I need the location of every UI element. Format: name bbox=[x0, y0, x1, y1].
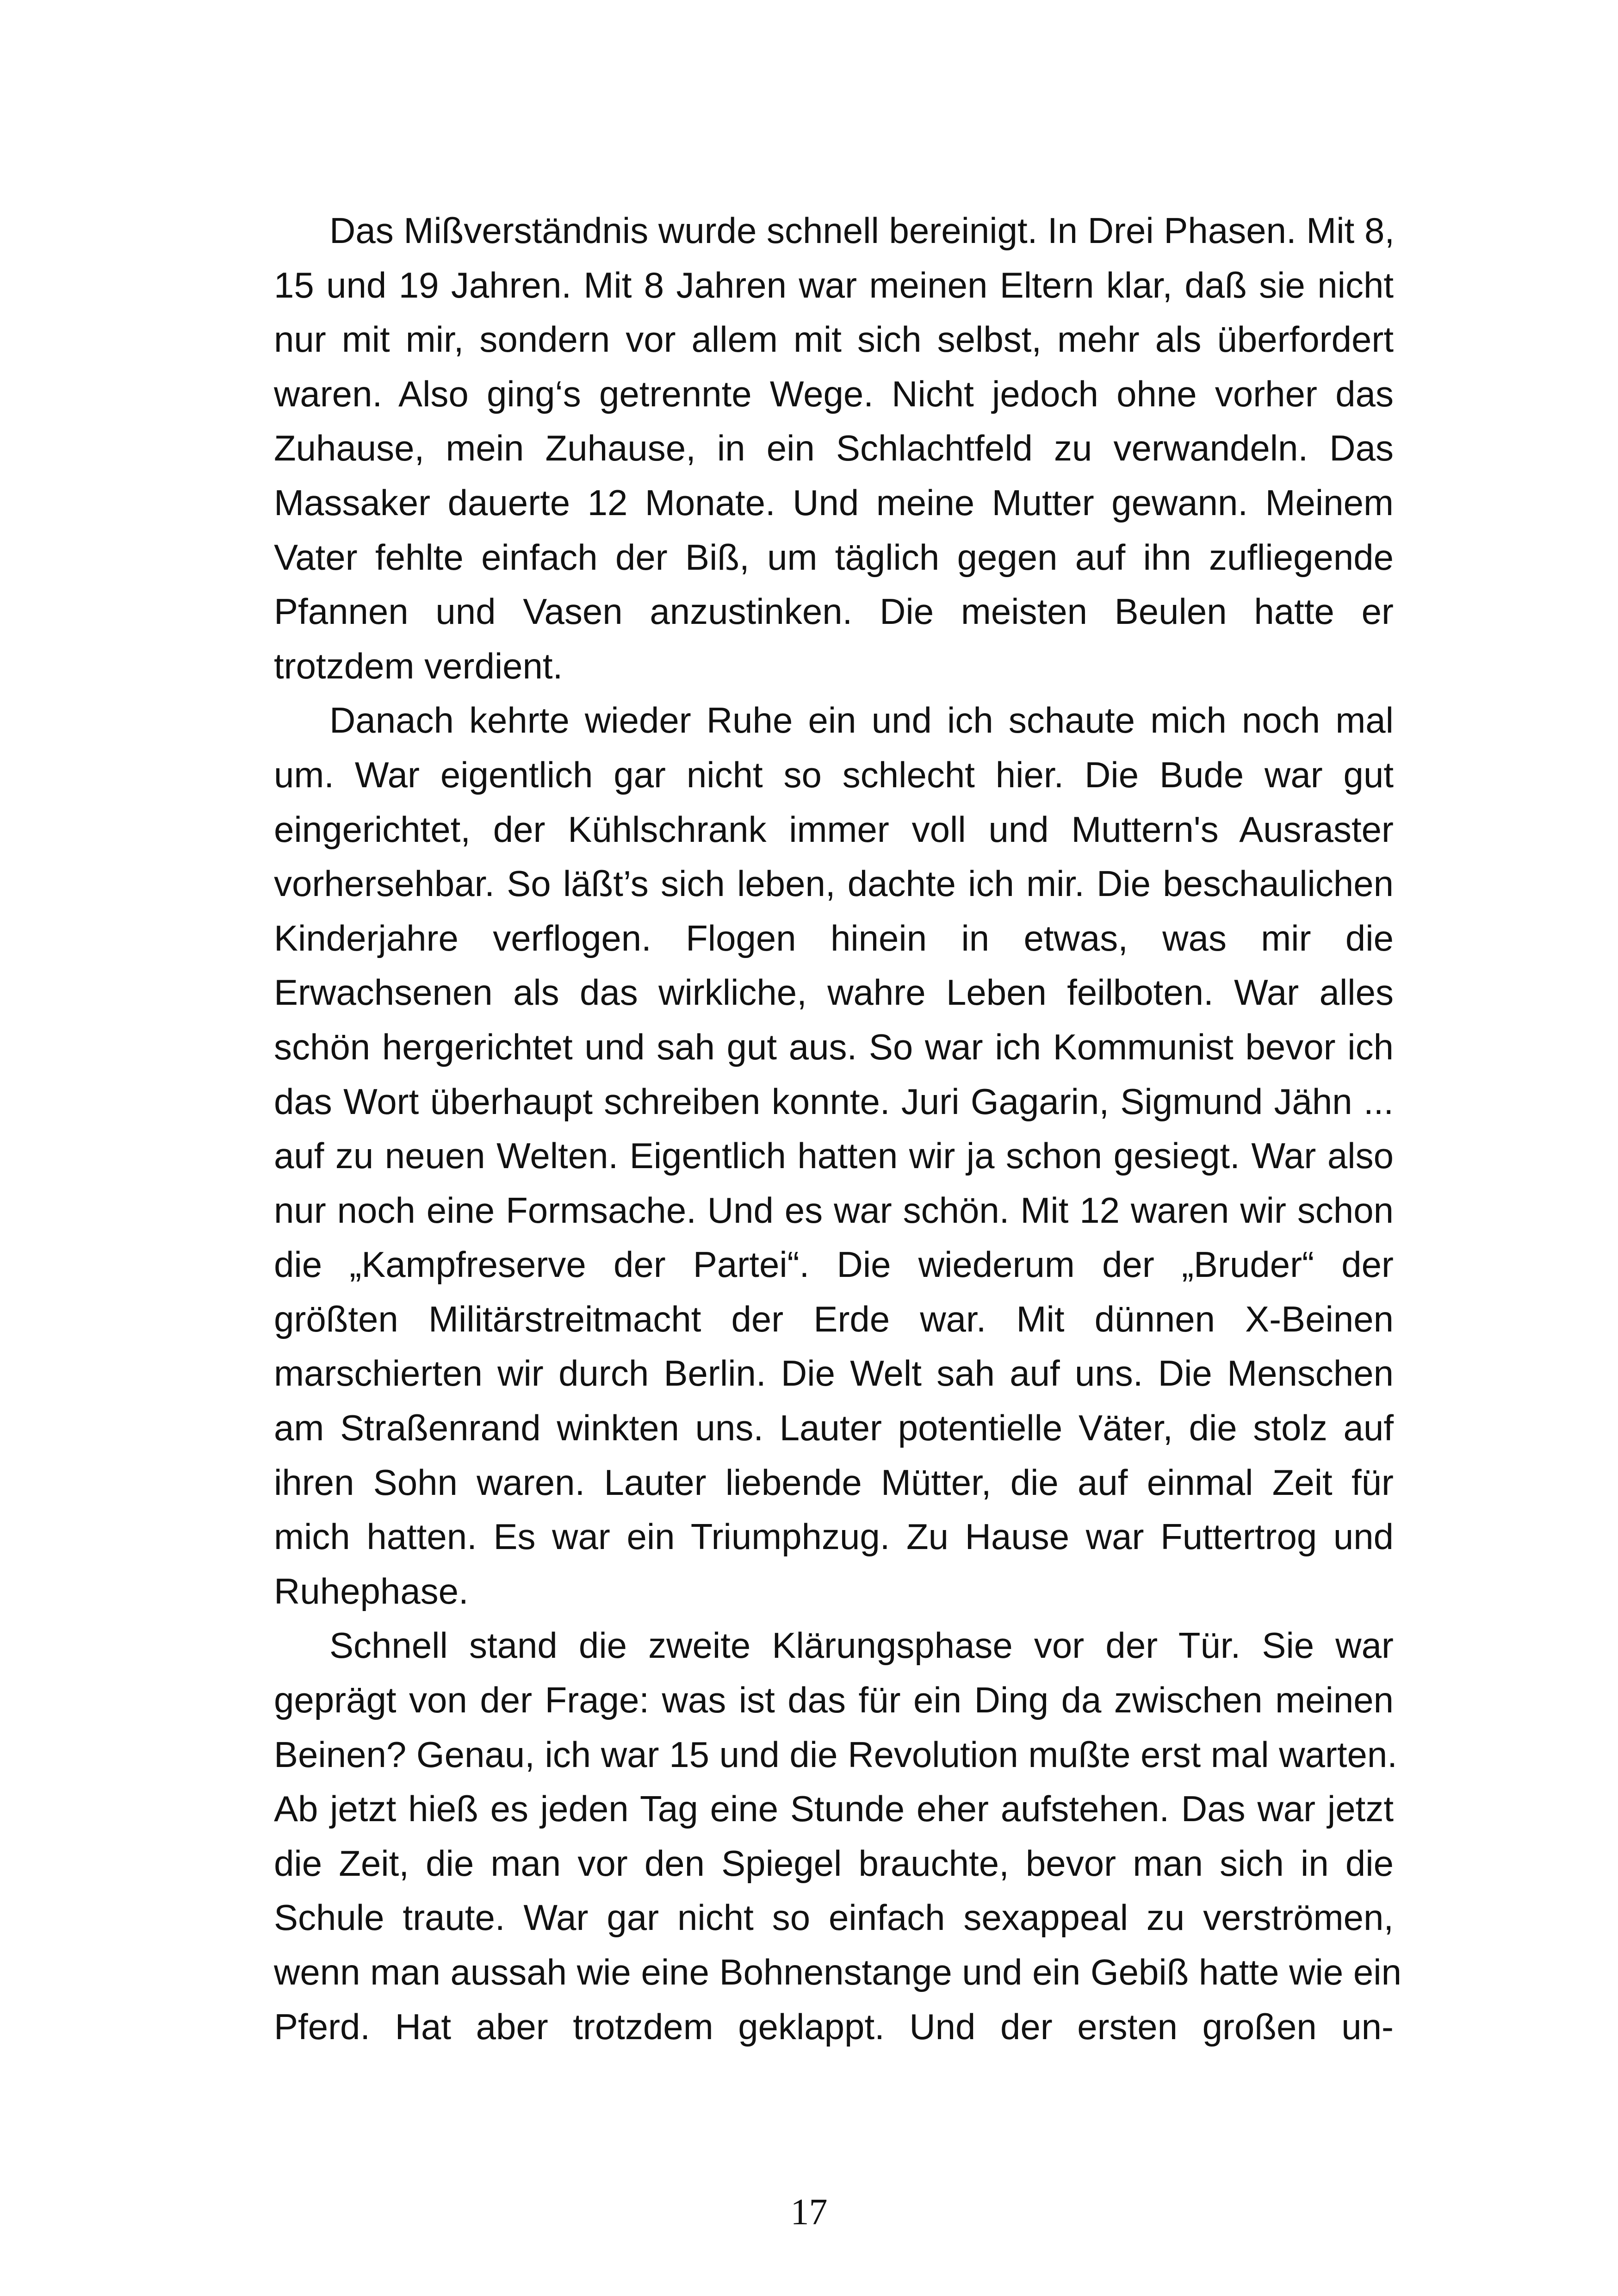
text-line: um. War eigentlich gar nicht so schlecht hier. Die Bude war gut bbox=[274, 754, 1394, 795]
text-line: Kinderjahre verflogen. Flogen hinein in etwas, was mir die bbox=[274, 917, 1394, 958]
paragraph bbox=[274, 204, 1394, 693]
text-line: Pferd. Hat aber trotzdem geklappt. Und der ersten großen un- bbox=[274, 2006, 1394, 2047]
text-line: schön hergerichtet und sah gut aus. So war ich Kommunist bevor ich bbox=[274, 1026, 1394, 1067]
text-line: das Wort überhaupt schreiben konnte. Juri Gagarin, Sigmund Jähn ... bbox=[274, 1081, 1394, 1122]
text-line: die Zeit, die man vor den Spiegel brauchte, bevor man sich in die bbox=[274, 1842, 1394, 1884]
text-line: Beinen? Genau, ich war 15 und die Revolution mußte erst mal warten. bbox=[274, 1734, 1397, 1775]
text-line: nur mit mir, sondern vor allem mit sich selbst, mehr als überfordert bbox=[274, 319, 1394, 360]
text-line: Vater fehlte einfach der Biß, um täglich gegen auf ihn zufliegende bbox=[274, 536, 1394, 578]
text-line: Erwachsenen als das wirkliche, wahre Leben feilboten. War alles bbox=[274, 972, 1394, 1013]
page-number: 17 bbox=[790, 2192, 828, 2233]
text-line: trotzdem verdient. bbox=[274, 645, 563, 686]
text-line: am Straßenrand winkten uns. Lauter potentielle Väter, die stolz auf bbox=[274, 1407, 1394, 1449]
text-line: eingerichtet, der Kühlschrank immer voll und Muttern's Ausraster bbox=[274, 809, 1394, 850]
text-line: größten Militärstreitmacht der Erde war. Mit dünnen X-Beinen bbox=[274, 1298, 1394, 1339]
text-line: vorhersehbar. So läßt’s sich leben, dachte ich mir. Die beschaulichen bbox=[274, 863, 1394, 904]
text-line: auf zu neuen Welten. Eigentlich hatten wir ja schon gesiegt. War also bbox=[274, 1135, 1394, 1176]
text-line: nur noch eine Formsache. Und es war schön. Mit 12 waren wir schon bbox=[274, 1189, 1394, 1231]
text-line: geprägt von der Frage: was ist das für ein Ding da zwischen meinen bbox=[274, 1680, 1394, 1721]
text-line: Zuhause, mein Zuhause, in ein Schlachtfeld zu verwandeln. Das bbox=[274, 428, 1394, 469]
text-line: 15 und 19 Jahren. Mit 8 Jahren war meinen Eltern klar, daß sie nicht bbox=[274, 264, 1394, 305]
text-line: Das Mißverständnis wurde schnell bereinigt. In Drei Phasen. Mit 8, bbox=[329, 210, 1395, 251]
text-line: waren. Also ging‘s getrennte Wege. Nicht jedoch ohne vorher das bbox=[274, 373, 1394, 414]
text-line: Schnell stand die zweite Klärungsphase vor der Tür. Sie war bbox=[329, 1625, 1394, 1666]
text-line: wenn man aussah wie eine Bohnenstange und ein Gebiß hatte wie ein bbox=[274, 1952, 1401, 1992]
text-line: Schule traute. War gar nicht so einfach sexappeal zu verströmen, bbox=[274, 1897, 1394, 1938]
body-text bbox=[274, 204, 1401, 2054]
text-line: ihren Sohn waren. Lauter liebende Mütter, die auf einmal Zeit für bbox=[274, 1462, 1394, 1503]
text-line: Massaker dauerte 12 Monate. Und meine Mutter gewann. Meinem bbox=[274, 482, 1394, 523]
text-line: Pfannen und Vasen anzustinken. Die meisten Beulen hatte er bbox=[274, 591, 1394, 632]
text-line: marschierten wir durch Berlin. Die Welt sah auf uns. Die Menschen bbox=[274, 1353, 1394, 1394]
text-line: Ruhephase. bbox=[274, 1570, 469, 1612]
text-line: Danach kehrte wieder Ruhe ein und ich schaute mich noch mal bbox=[329, 700, 1394, 741]
text-line: Ab jetzt hieß es jeden Tag eine Stunde eher aufstehen. Das war jetzt bbox=[274, 1788, 1394, 1829]
paragraph bbox=[274, 1618, 1401, 2054]
text-line: mich hatten. Es war ein Triumphzug. Zu Hause war Futtertrog und bbox=[274, 1516, 1394, 1557]
paragraph bbox=[274, 693, 1394, 1618]
text-line: die „Kampfreserve der Partei“. Die wiederum der „Bruder“ der bbox=[274, 1244, 1394, 1285]
